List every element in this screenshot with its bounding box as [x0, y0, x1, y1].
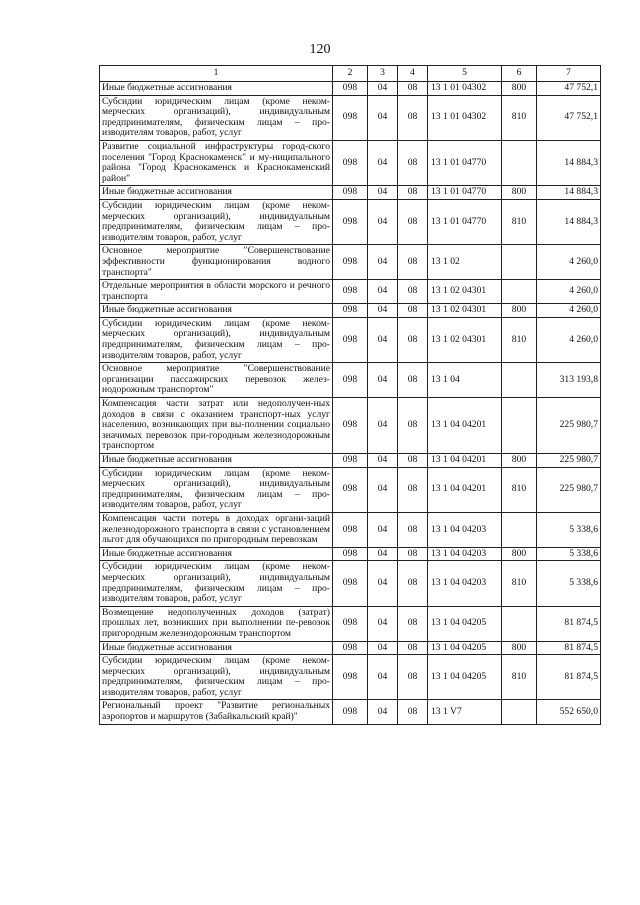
expense-type-cell	[502, 606, 537, 641]
row-name-cell: Субсидии юридическим лицам (кроме неком-мерческих организаций), индивидуальным предпринимателям, физическим лицам – про-изводителям товаров, работ, услуг	[100, 95, 333, 140]
row-name-cell: Иные бюджетные ассигнования	[100, 304, 333, 318]
row-name-cell: Региональный проект "Развитие региональных аэропортов и маршрутов (Забайкальский край)"	[100, 700, 333, 724]
amount-cell: 81 874,5	[537, 606, 601, 641]
column-header: 6	[502, 66, 537, 82]
subsection-cell: 08	[398, 317, 428, 362]
expense-type-cell: 800	[502, 641, 537, 655]
admin-code-cell: 098	[333, 304, 368, 318]
admin-code-cell: 098	[333, 363, 368, 398]
target-article-cell: 13 1 02 04301	[428, 317, 502, 362]
section-cell: 04	[368, 512, 398, 547]
table-row	[100, 280, 601, 304]
amount-cell: 225 980,7	[537, 454, 601, 468]
admin-code-cell: 098	[333, 245, 368, 280]
row-name-cell: Иные бюджетные ассигнования	[100, 82, 333, 96]
row-name-cell: Основное мероприятие "Совершенствование организации пассажирских перевозок желез-нодорожным транспортом"	[100, 363, 333, 398]
row-name-cell: Отдельные мероприятия в области морского и речного транспорта	[100, 280, 333, 304]
table-row	[100, 467, 601, 512]
target-article-cell: 13 1 02	[428, 245, 502, 280]
amount-cell: 47 752,1	[537, 82, 601, 96]
subsection-cell: 08	[398, 82, 428, 96]
section-cell: 04	[368, 700, 398, 724]
row-name-cell: Субсидии юридическим лицам (кроме неком-мерческих организаций), индивидуальным предпринимателям, физическим лицам – про-изводителям товаров, работ, услуг	[100, 317, 333, 362]
row-name-cell: Субсидии юридическим лицам (кроме неком-мерческих организаций), индивидуальным предпринимателям, физическим лицам – про-изводителям товаров, работ, услуг	[100, 199, 333, 244]
table-row	[100, 655, 601, 700]
row-name-cell: Основное мероприятие "Совершенствование эффективности функционирования водного транспорта"	[100, 245, 333, 280]
admin-code-cell: 098	[333, 655, 368, 700]
row-name-cell: Иные бюджетные ассигнования	[100, 454, 333, 468]
amount-cell: 14 884,3	[537, 140, 601, 185]
table-row	[100, 317, 601, 362]
section-cell: 04	[368, 95, 398, 140]
column-header: 5	[428, 66, 502, 82]
row-name-cell: Возмещение недополученных доходов (затрат) прошлых лет, возникших при выполнении пе-ревозок пригородным железнодорожным транспортом	[100, 606, 333, 641]
column-header: 3	[368, 66, 398, 82]
table-row	[100, 641, 601, 655]
amount-cell: 81 874,5	[537, 655, 601, 700]
column-header: 2	[333, 66, 368, 82]
expense-type-cell	[502, 700, 537, 724]
target-article-cell: 13 1 04 04203	[428, 512, 502, 547]
target-article-cell: 13 1 02 04301	[428, 304, 502, 318]
table-row	[100, 199, 601, 244]
amount-cell: 14 884,3	[537, 199, 601, 244]
expense-type-cell	[502, 245, 537, 280]
admin-code-cell: 098	[333, 700, 368, 724]
amount-cell: 225 980,7	[537, 467, 601, 512]
expense-type-cell: 800	[502, 186, 537, 200]
target-article-cell: 13 1 02 04301	[428, 280, 502, 304]
section-cell: 04	[368, 547, 398, 561]
admin-code-cell: 098	[333, 186, 368, 200]
subsection-cell: 08	[398, 454, 428, 468]
section-cell: 04	[368, 641, 398, 655]
admin-code-cell: 098	[333, 606, 368, 641]
section-cell: 04	[368, 140, 398, 185]
target-article-cell: 13 1 01 04302	[428, 95, 502, 140]
section-cell: 04	[368, 561, 398, 606]
expense-type-cell	[502, 363, 537, 398]
subsection-cell: 08	[398, 280, 428, 304]
amount-cell: 5 338,6	[537, 547, 601, 561]
table-header-row	[100, 66, 601, 82]
page-number: 120	[309, 42, 331, 57]
table-body	[100, 82, 601, 725]
expense-type-cell	[502, 398, 537, 454]
amount-cell: 4 260,0	[537, 304, 601, 318]
target-article-cell: 13 1 04	[428, 363, 502, 398]
amount-cell: 225 980,7	[537, 398, 601, 454]
table-row	[100, 304, 601, 318]
target-article-cell: 13 1 04 04205	[428, 641, 502, 655]
target-article-cell: 13 1 01 04770	[428, 199, 502, 244]
admin-code-cell: 098	[333, 467, 368, 512]
section-cell: 04	[368, 245, 398, 280]
target-article-cell: 13 1 04 04205	[428, 606, 502, 641]
expense-type-cell	[502, 512, 537, 547]
table-row	[100, 95, 601, 140]
admin-code-cell: 098	[333, 547, 368, 561]
subsection-cell: 08	[398, 245, 428, 280]
section-cell: 04	[368, 199, 398, 244]
amount-cell: 4 260,0	[537, 245, 601, 280]
admin-code-cell: 098	[333, 280, 368, 304]
target-article-cell: 13 1 04 04201	[428, 467, 502, 512]
subsection-cell: 08	[398, 561, 428, 606]
amount-cell: 5 338,6	[537, 512, 601, 547]
row-name-cell: Субсидии юридическим лицам (кроме неком-мерческих организаций), индивидуальным предпринимателям, физическим лицам – про-изводителям товаров, работ, услуг	[100, 467, 333, 512]
section-cell: 04	[368, 304, 398, 318]
expense-type-cell	[502, 140, 537, 185]
column-header: 7	[537, 66, 601, 82]
expense-type-cell: 810	[502, 199, 537, 244]
expense-type-cell: 810	[502, 467, 537, 512]
target-article-cell: 13 1 04 04201	[428, 454, 502, 468]
section-cell: 04	[368, 655, 398, 700]
target-article-cell: 13 1 V7	[428, 700, 502, 724]
admin-code-cell: 098	[333, 454, 368, 468]
table-row	[100, 561, 601, 606]
column-header: 1	[100, 66, 333, 82]
row-name-cell: Компенсация части затрат или недополучен-ных доходов в связи с оказанием транспорт-ных услуг населению, возникающих при вы-полнении социально значимых перевозок при-городным железнодорожным транспортом	[100, 398, 333, 454]
admin-code-cell: 098	[333, 199, 368, 244]
section-cell: 04	[368, 186, 398, 200]
target-article-cell: 13 1 04 04203	[428, 561, 502, 606]
target-article-cell: 13 1 04 04201	[428, 398, 502, 454]
section-cell: 04	[368, 363, 398, 398]
subsection-cell: 08	[398, 186, 428, 200]
subsection-cell: 08	[398, 641, 428, 655]
section-cell: 04	[368, 454, 398, 468]
table-row	[100, 512, 601, 547]
target-article-cell: 13 1 01 04302	[428, 82, 502, 96]
row-name-cell: Компенсация части потерь в доходах органи-заций железнодорожного транспорта в связи с установлением льгот для обучающихся по пригородным перевозкам	[100, 512, 333, 547]
section-cell: 04	[368, 606, 398, 641]
subsection-cell: 08	[398, 304, 428, 318]
subsection-cell: 08	[398, 547, 428, 561]
expense-type-cell	[502, 280, 537, 304]
expense-type-cell: 800	[502, 304, 537, 318]
expense-type-cell: 810	[502, 655, 537, 700]
target-article-cell: 13 1 04 04205	[428, 655, 502, 700]
admin-code-cell: 098	[333, 561, 368, 606]
section-cell: 04	[368, 467, 398, 512]
section-cell: 04	[368, 280, 398, 304]
amount-cell: 47 752,1	[537, 95, 601, 140]
admin-code-cell: 098	[333, 95, 368, 140]
admin-code-cell: 098	[333, 140, 368, 185]
expense-type-cell: 800	[502, 82, 537, 96]
subsection-cell: 08	[398, 606, 428, 641]
target-article-cell: 13 1 04 04203	[428, 547, 502, 561]
amount-cell: 4 260,0	[537, 280, 601, 304]
table-row	[100, 700, 601, 724]
amount-cell: 552 650,0	[537, 700, 601, 724]
subsection-cell: 08	[398, 700, 428, 724]
section-cell: 04	[368, 398, 398, 454]
table-row	[100, 454, 601, 468]
amount-cell: 5 338,6	[537, 561, 601, 606]
amount-cell: 81 874,5	[537, 641, 601, 655]
target-article-cell: 13 1 01 04770	[428, 186, 502, 200]
expense-type-cell: 800	[502, 547, 537, 561]
subsection-cell: 08	[398, 140, 428, 185]
admin-code-cell: 098	[333, 317, 368, 362]
expense-type-cell: 810	[502, 317, 537, 362]
section-cell: 04	[368, 317, 398, 362]
table-row	[100, 363, 601, 398]
row-name-cell: Иные бюджетные ассигнования	[100, 186, 333, 200]
table-row	[100, 245, 601, 280]
amount-cell: 313 193,8	[537, 363, 601, 398]
expense-type-cell: 800	[502, 454, 537, 468]
target-article-cell: 13 1 01 04770	[428, 140, 502, 185]
column-header: 4	[398, 66, 428, 82]
amount-cell: 4 260,0	[537, 317, 601, 362]
expense-type-cell: 810	[502, 95, 537, 140]
admin-code-cell: 098	[333, 512, 368, 547]
subsection-cell: 08	[398, 467, 428, 512]
table-row	[100, 547, 601, 561]
amount-cell: 14 884,3	[537, 186, 601, 200]
table-row	[100, 82, 601, 96]
table-row	[100, 606, 601, 641]
admin-code-cell: 098	[333, 641, 368, 655]
subsection-cell: 08	[398, 398, 428, 454]
subsection-cell: 08	[398, 363, 428, 398]
subsection-cell: 08	[398, 199, 428, 244]
admin-code-cell: 098	[333, 398, 368, 454]
row-name-cell: Иные бюджетные ассигнования	[100, 547, 333, 561]
table-row	[100, 398, 601, 454]
table-row	[100, 140, 601, 185]
table-row	[100, 186, 601, 200]
budget-table	[99, 65, 601, 725]
subsection-cell: 08	[398, 512, 428, 547]
row-name-cell: Развитие социальной инфраструктуры город-ского поселения "Город Краснокаменск" и му-ниципального района "Город Краснокаменск и Краснокаменский район"	[100, 140, 333, 185]
subsection-cell: 08	[398, 655, 428, 700]
section-cell: 04	[368, 82, 398, 96]
row-name-cell: Субсидии юридическим лицам (кроме неком-мерческих организаций), индивидуальным предпринимателям, физическим лицам – про-изводителям товаров, работ, услуг	[100, 655, 333, 700]
row-name-cell: Иные бюджетные ассигнования	[100, 641, 333, 655]
subsection-cell: 08	[398, 95, 428, 140]
expense-type-cell: 810	[502, 561, 537, 606]
row-name-cell: Субсидии юридическим лицам (кроме неком-мерческих организаций), индивидуальным предпринимателям, физическим лицам – про-изводителям товаров, работ, услуг	[100, 561, 333, 606]
admin-code-cell: 098	[333, 82, 368, 96]
